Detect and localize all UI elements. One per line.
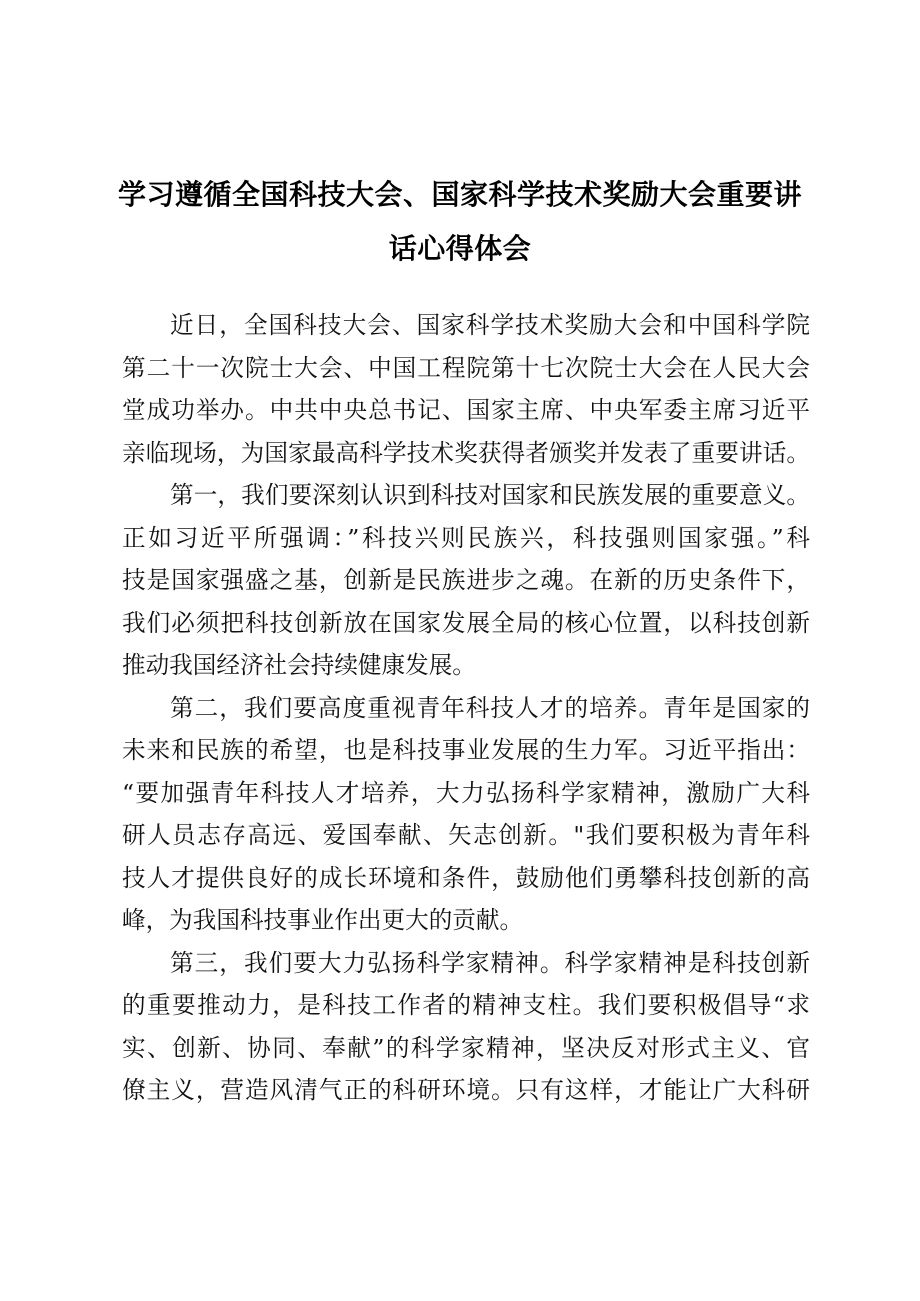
paragraph-3-line-5: 技人才提供良好的成长环境和条件，鼓励他们勇攀科技创新的高 bbox=[122, 863, 810, 892]
title-line-2: 话心得体会 bbox=[388, 232, 532, 265]
paragraph-3-line-4: 研人员志存高远、爱国奉献、矢志创新。"我们要积极为青年科 bbox=[122, 821, 810, 849]
paragraph-1-line-4: 亲临现场，为国家最高科学技术奖获得者颁奖并发表了重要讲话。 bbox=[122, 438, 810, 467]
paragraph-1-line-2: 第二十一次院士大会、中国工程院第十七次院士大会在人民大会 bbox=[122, 353, 810, 382]
paragraph-2-line-3: 技是国家强盛之基，创新是民族进步之魂。在新的历史条件下， bbox=[122, 566, 810, 594]
paragraph-4-line-2: 的重要推动力，是科技工作者的精神支柱。我们要积极倡导“求 bbox=[122, 991, 810, 1019]
paragraph-3-line-6: 峰，为我国科技事业作出更大的贡献。 bbox=[122, 906, 524, 934]
paragraph-4-line-1: 第三，我们要大力弘扬科学家精神。科学家精神是科技创新 bbox=[170, 948, 810, 977]
paragraph-2-line-1: 第一，我们要深刻认识到科技对国家和民族发展的重要意义。 bbox=[170, 481, 810, 509]
paragraph-2-line-2: 正如习近平所强调：”科技兴则民族兴，科技强则国家强。”科 bbox=[122, 523, 810, 552]
paragraph-3-line-3: “要加强青年科技人才培养，大力弘扬科学家精神，激励广大科 bbox=[122, 778, 810, 807]
paragraph-1-line-1: 近日，全国科技大会、国家科学技术奖励大会和中国科学院 bbox=[170, 311, 810, 339]
paragraph-3-line-2: 未来和民族的希望，也是科技事业发展的生力军。习近平指出： bbox=[122, 736, 810, 764]
paragraph-4-line-3: 实、创新、协同、奉献”的科学家精神，坚决反对形式主义、官 bbox=[122, 1033, 810, 1062]
paragraph-4-line-4: 僚主义，营造风清气正的科研环境。只有这样，才能让广大科研 bbox=[122, 1076, 810, 1104]
title-line-1: 学习遵循全国科技大会、国家科学技术奖励大会重要讲 bbox=[117, 178, 802, 211]
paragraph-2-line-4: 我们必须把科技创新放在国家发展全局的核心位置，以科技创新 bbox=[122, 608, 810, 637]
document-title bbox=[100, 168, 820, 276]
paragraph-1-line-3: 堂成功举办。中共中央总书记、国家主席、中央军委主席习近平 bbox=[122, 396, 810, 424]
paragraph-3-line-1: 第二，我们要高度重视青年科技人才的培养。青年是国家的 bbox=[170, 693, 810, 722]
paragraph-2-line-5: 推动我国经济社会持续健康发展。 bbox=[122, 651, 476, 679]
document-body bbox=[122, 304, 810, 1112]
